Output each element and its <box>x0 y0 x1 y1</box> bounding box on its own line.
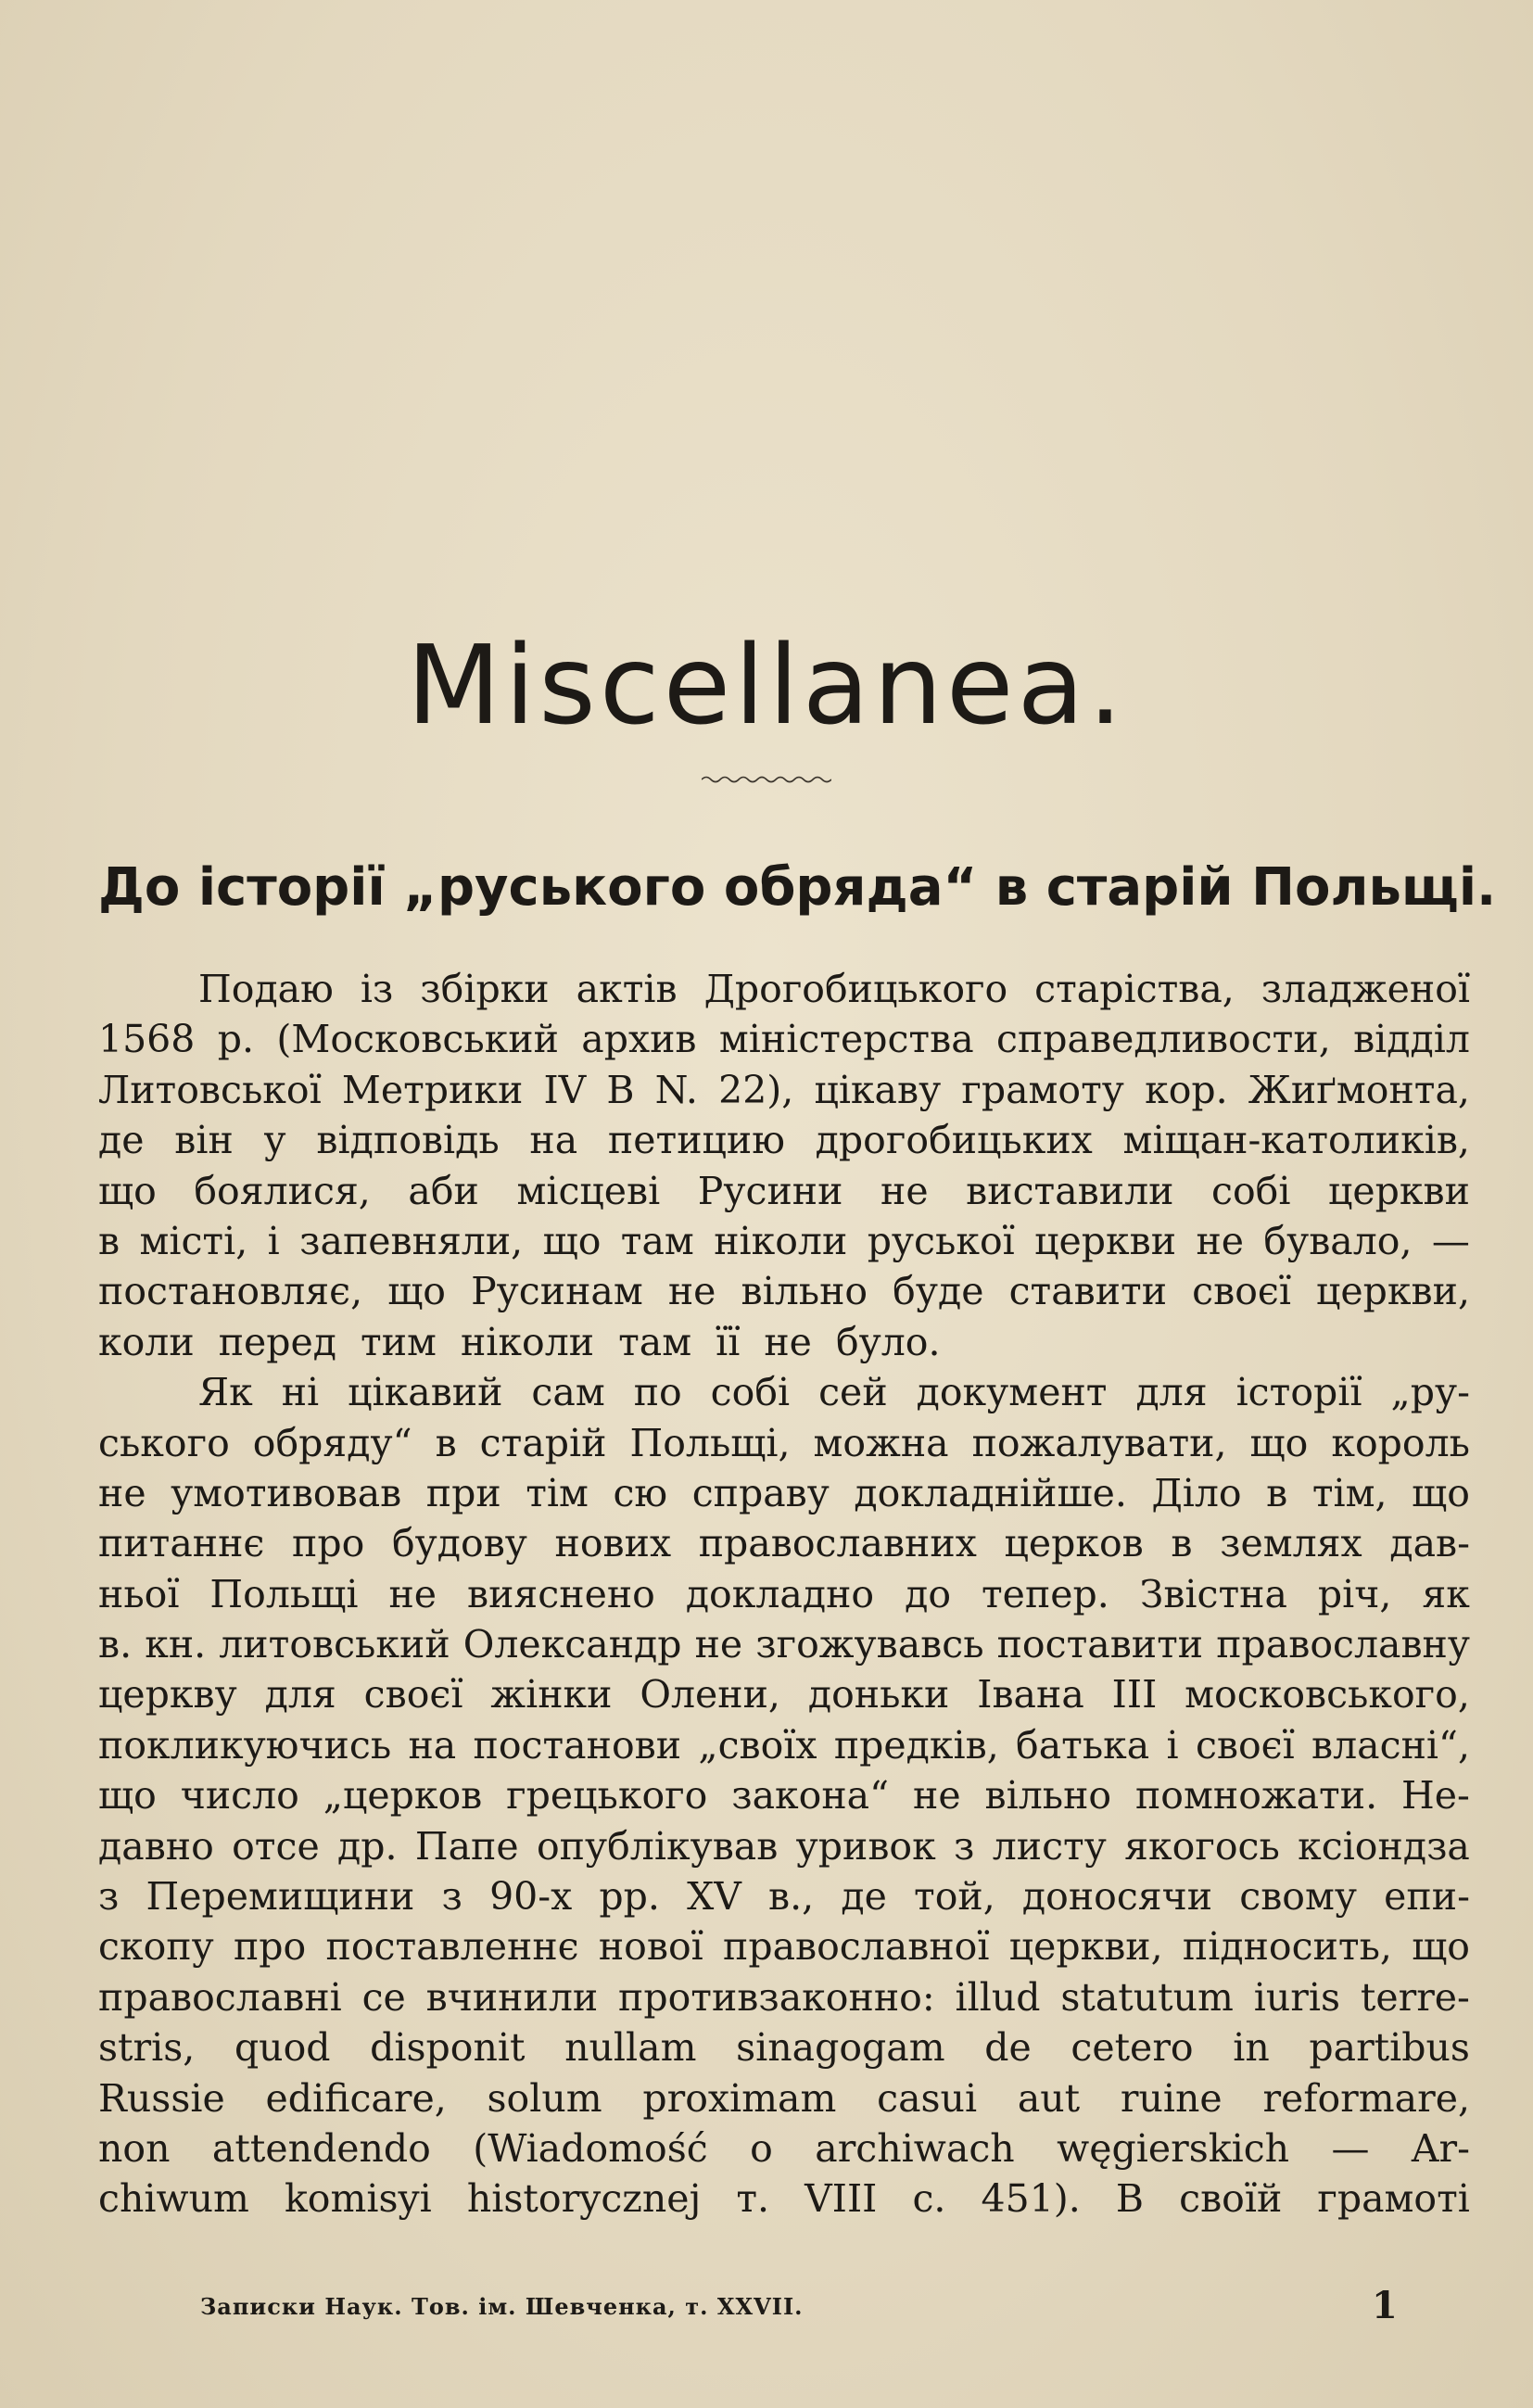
text-word: що <box>542 1218 602 1263</box>
text-word: komisyi <box>284 2176 432 2222</box>
text-word: давно <box>98 1823 214 1869</box>
text-word: своєї <box>1195 1722 1295 1768</box>
text-word: на <box>529 1118 578 1163</box>
page-number: 1 <box>1372 2284 1398 2327</box>
text-word: історії <box>1235 1370 1362 1415</box>
text-word: дрогобицьких <box>815 1118 1093 1163</box>
text-word: Олександр <box>462 1622 682 1667</box>
text-word: грамоту <box>961 1067 1124 1112</box>
text-word: iuris <box>1253 1974 1341 2020</box>
text-line <box>98 1317 1470 1367</box>
text-word: „церков <box>323 1773 483 1819</box>
text-word: с. <box>912 2176 946 2222</box>
text-word: в <box>1266 1470 1288 1515</box>
text-word: помножати. <box>1134 1773 1378 1819</box>
text-word: місті, <box>139 1218 248 1263</box>
text-line <box>98 1418 1470 1468</box>
text-word: поставити <box>996 1622 1204 1667</box>
text-word: VIII <box>805 2176 878 2222</box>
text-word: про <box>233 1924 307 1970</box>
text-word: відділ <box>1353 1017 1470 1062</box>
text-word: скопу <box>98 1924 214 1970</box>
wavy-rule-ornament <box>702 773 831 786</box>
text-word: non <box>98 2125 171 2171</box>
text-line <box>98 964 1470 1014</box>
text-word: тім <box>526 1470 589 1515</box>
text-word: Литовської <box>98 1067 322 1112</box>
text-line <box>98 1518 1470 1568</box>
text-word: жінки <box>490 1672 613 1717</box>
text-word: докладнійше. <box>854 1470 1127 1515</box>
text-word: предків, <box>833 1722 999 1768</box>
text-word: Діло <box>1151 1470 1242 1515</box>
text-word: вияснено <box>467 1571 655 1616</box>
text-word: аби <box>408 1168 479 1213</box>
text-word: церкви <box>1034 1218 1177 1263</box>
text-word: доносячи <box>1021 1874 1213 1920</box>
text-word: що <box>98 1773 157 1819</box>
text-word: тепер. <box>982 1571 1109 1616</box>
text-word: там <box>618 1319 692 1364</box>
text-word: Ar- <box>1411 2125 1470 2171</box>
text-word: тім, <box>1311 1470 1387 1515</box>
text-word: документ <box>916 1370 1108 1415</box>
text-word: не <box>1196 1218 1245 1263</box>
text-line <box>98 1065 1470 1115</box>
text-word: Польщі <box>209 1571 359 1616</box>
text-word: її <box>716 1319 741 1364</box>
text-word: православну <box>1216 1622 1470 1667</box>
text-word: для <box>1135 1370 1208 1415</box>
text-word: до <box>905 1571 952 1616</box>
text-line <box>98 1266 1470 1316</box>
text-line <box>98 1166 1470 1216</box>
text-word: покликуючись <box>98 1722 392 1768</box>
text-word: вчинили <box>425 1974 599 2020</box>
text-word: епи- <box>1384 1874 1470 1920</box>
text-word: старій <box>479 1420 607 1465</box>
page-title: Miscellanea. <box>406 621 1127 749</box>
text-word: підносить, <box>1182 1924 1392 1970</box>
text-word: що <box>1412 1470 1470 1515</box>
text-word: partibus <box>1309 2025 1470 2071</box>
text-word: своєї <box>1192 1269 1291 1314</box>
text-word: церкви, <box>1008 1924 1163 1970</box>
text-word: в. <box>98 1622 133 1667</box>
text-word: можна <box>813 1420 949 1465</box>
text-line <box>98 1972 1470 2022</box>
text-word: не <box>913 1773 961 1819</box>
text-word: цікаву <box>814 1067 942 1112</box>
text-word: землях <box>1220 1521 1362 1566</box>
text-word: перед <box>218 1319 337 1364</box>
text-word: solum <box>487 2075 602 2121</box>
text-word: т. <box>736 2176 770 2222</box>
text-word: Russie <box>98 2075 225 2121</box>
text-word: уривок <box>795 1823 936 1869</box>
text-word: число <box>180 1773 299 1819</box>
text-word: ставити <box>1008 1269 1168 1314</box>
text-word: ньої <box>98 1571 180 1616</box>
text-word: casui <box>877 2075 978 2121</box>
text-word: литовський <box>219 1622 450 1667</box>
text-word: відповідь <box>316 1118 500 1163</box>
text-word: quod <box>234 2025 331 2071</box>
text-word: XV <box>687 1874 741 1920</box>
text-word: reformare, <box>1262 2075 1470 2121</box>
text-word: (Wiadomość <box>473 2125 708 2171</box>
text-word: грецького <box>506 1773 708 1819</box>
text-word: сю <box>613 1470 668 1515</box>
text-word: terre- <box>1360 1974 1470 2020</box>
text-word: вільно <box>741 1269 868 1314</box>
text-word: не <box>764 1319 812 1364</box>
text-word: архив <box>581 1017 697 1062</box>
text-word: disponit <box>370 2025 526 2071</box>
text-word: в <box>1171 1521 1193 1566</box>
text-word: Русинам <box>471 1269 643 1314</box>
text-word: церкву <box>98 1672 237 1717</box>
text-word: кн. <box>145 1622 207 1667</box>
text-word: in <box>1233 2025 1270 2071</box>
text-word: як <box>1422 1571 1470 1616</box>
text-word: Івана <box>977 1672 1084 1717</box>
text-line <box>98 1770 1470 1820</box>
text-line <box>98 2073 1470 2123</box>
text-word: на <box>408 1722 457 1768</box>
text-word: ніколи <box>714 1218 848 1263</box>
text-word: що <box>98 1168 157 1213</box>
text-word: собі <box>710 1370 791 1415</box>
text-word: не <box>388 1571 437 1616</box>
text-word: B <box>606 1067 635 1112</box>
text-word: буде <box>893 1269 984 1314</box>
text-word: собі <box>1211 1168 1291 1213</box>
text-word: грамоті <box>1317 2176 1470 2222</box>
text-word: archiwach <box>815 2125 1015 2171</box>
text-word: attendendo <box>211 2125 431 2171</box>
text-line <box>98 1367 1470 1417</box>
text-word: 1568 <box>98 1017 196 1062</box>
text-word: закона“ <box>731 1773 890 1819</box>
text-word: де <box>841 1874 887 1920</box>
text-word: Жиґмонта, <box>1248 1067 1470 1112</box>
text-word: актів <box>576 967 678 1011</box>
text-line <box>98 1669 1470 1719</box>
text-word: в <box>98 1218 120 1263</box>
text-word: в., <box>768 1874 815 1920</box>
text-word: IV <box>543 1067 587 1112</box>
text-line <box>98 1468 1470 1518</box>
text-word: якогось <box>1124 1823 1280 1869</box>
text-word: православної <box>723 1924 990 1970</box>
text-word: було. <box>835 1319 941 1364</box>
text-word: „своїх <box>698 1722 817 1768</box>
text-word: король <box>1331 1420 1470 1465</box>
text-word: листу <box>992 1823 1107 1869</box>
text-word: Русини <box>697 1168 843 1213</box>
text-word: de <box>984 2025 1032 2071</box>
text-word: з <box>98 1874 120 1920</box>
text-word: Подаю <box>198 967 334 1011</box>
text-word: запевняли, <box>299 1218 524 1263</box>
text-word: старіства, <box>1034 967 1235 1011</box>
text-word: власні“, <box>1311 1722 1470 1768</box>
text-word: не <box>694 1622 743 1667</box>
text-word: цікавий <box>348 1370 503 1415</box>
text-word: се <box>361 1974 406 2020</box>
text-word: московського, <box>1185 1672 1470 1717</box>
text-line <box>98 1871 1470 1921</box>
text-word: Як <box>198 1370 253 1415</box>
text-line <box>98 1921 1470 1971</box>
text-word: противзаконно: <box>618 1974 935 2020</box>
text-word: (Московський <box>276 1017 559 1062</box>
text-word: нових <box>554 1521 672 1566</box>
text-word: 22), <box>718 1067 794 1112</box>
text-word: рр. <box>599 1874 660 1920</box>
text-word: N. <box>654 1067 698 1112</box>
text-line <box>98 2123 1470 2174</box>
text-word: ксіондза <box>1298 1823 1470 1869</box>
text-word: — <box>1431 1218 1470 1263</box>
text-word: Дрогобицького <box>703 967 1008 1011</box>
text-word: stris, <box>98 2025 196 2071</box>
text-word: церкви, <box>1316 1269 1470 1314</box>
text-word: міністерства <box>718 1017 974 1062</box>
text-word: statutum <box>1060 1974 1234 2020</box>
text-word: місцеві <box>516 1168 661 1213</box>
text-word: sinagogam <box>736 2025 945 2071</box>
text-word: там <box>620 1218 694 1263</box>
text-word: постанови <box>473 1722 682 1768</box>
article-body <box>98 964 1470 2224</box>
text-word: при <box>425 1470 501 1515</box>
text-line <box>98 2174 1470 2224</box>
text-word: міщан-католиків, <box>1122 1118 1470 1163</box>
text-word: węgierskich <box>1057 2125 1290 2171</box>
text-word: не <box>881 1168 929 1213</box>
text-word: III <box>1111 1672 1158 1717</box>
text-word: батька <box>1016 1722 1150 1768</box>
text-word: aut <box>1017 2075 1081 2121</box>
article-heading: До історії „руського обряда“ в старій Польщі. <box>98 857 1497 918</box>
text-word: боялися, <box>194 1168 371 1213</box>
text-word: обряду“ <box>252 1420 412 1465</box>
text-word: illud <box>955 1974 1041 2020</box>
text-word: з <box>954 1823 975 1869</box>
text-word: тим <box>361 1319 437 1364</box>
text-line <box>98 1115 1470 1165</box>
text-word: ського <box>98 1420 230 1465</box>
text-word: не <box>667 1269 716 1314</box>
text-word: петицию <box>607 1118 785 1163</box>
text-word: сам <box>531 1370 605 1415</box>
text-line <box>98 2022 1470 2072</box>
text-word: нової <box>598 1924 703 1970</box>
text-word: Папе <box>414 1823 519 1869</box>
text-word: і <box>267 1218 280 1263</box>
text-word: із <box>360 967 394 1011</box>
text-word: cetero <box>1071 2025 1194 2071</box>
text-word: коли <box>98 1319 195 1364</box>
text-word: Перемищини <box>146 1874 415 1920</box>
text-word: ruine <box>1120 2075 1223 2121</box>
text-word: др. <box>337 1823 398 1869</box>
text-word: Метрики <box>341 1067 524 1112</box>
text-word: руської <box>867 1218 1015 1263</box>
text-word: 451). <box>981 2176 1081 2222</box>
text-word: поставленнє <box>325 1924 579 1970</box>
text-word: для <box>264 1672 336 1717</box>
text-word: зладженої <box>1261 967 1470 1011</box>
text-word: умотивовав <box>171 1470 402 1515</box>
text-word: „ру- <box>1390 1370 1470 1415</box>
text-word: опублікував <box>536 1823 779 1869</box>
text-word: справедливости, <box>996 1017 1331 1062</box>
text-word: Польщі, <box>629 1420 791 1465</box>
text-word: питаннє <box>98 1521 265 1566</box>
text-word: по <box>633 1370 682 1415</box>
text-word: церкви <box>1328 1168 1470 1213</box>
text-word: у <box>263 1118 286 1163</box>
text-word: Олени, <box>640 1672 780 1717</box>
text-word: виставили <box>966 1168 1174 1213</box>
text-line <box>98 1619 1470 1669</box>
text-word: з <box>441 1874 462 1920</box>
text-line <box>98 1821 1470 1871</box>
text-word: вільно <box>984 1773 1112 1819</box>
text-word: дав- <box>1389 1521 1470 1566</box>
text-word: В <box>1115 2176 1145 2222</box>
text-word: chiwum <box>98 2176 249 2222</box>
text-word: nullam <box>564 2025 697 2071</box>
text-word: Не- <box>1401 1773 1470 1819</box>
text-word: в <box>435 1420 457 1465</box>
text-word: він <box>174 1118 234 1163</box>
text-word: — <box>1331 2125 1370 2171</box>
text-word: збірки <box>420 967 550 1011</box>
text-word: Звістна <box>1139 1571 1287 1616</box>
text-word: згожувавсь <box>755 1622 984 1667</box>
text-line <box>98 1216 1470 1266</box>
text-word: proximam <box>642 2075 837 2121</box>
text-line <box>98 1720 1470 1770</box>
text-word: доньки <box>807 1672 950 1717</box>
text-word: православних <box>698 1521 977 1566</box>
text-word: постановляє, <box>98 1269 363 1314</box>
text-word: кор. <box>1145 1067 1228 1112</box>
text-word: і <box>1166 1722 1179 1768</box>
text-line <box>98 1014 1470 1064</box>
text-word: ні <box>281 1370 320 1415</box>
text-word: сей <box>818 1370 888 1415</box>
text-word: отсе <box>232 1823 320 1869</box>
text-word: церков <box>1004 1521 1144 1566</box>
text-word: справу <box>691 1470 830 1515</box>
text-word: historycznej <box>466 2176 702 2222</box>
text-word: про <box>292 1521 365 1566</box>
text-word: докладно <box>685 1571 875 1616</box>
text-word: річ, <box>1317 1571 1392 1616</box>
text-word: edificare, <box>265 2075 447 2121</box>
text-word: свому <box>1239 1874 1358 1920</box>
text-word: будову <box>391 1521 527 1566</box>
text-word: своєї <box>363 1672 463 1717</box>
text-word: що <box>1249 1420 1309 1465</box>
text-word: де <box>98 1118 145 1163</box>
text-word: р. <box>217 1017 254 1062</box>
text-word: o <box>750 2125 773 2171</box>
text-word: що <box>1412 1924 1470 1970</box>
text-word: що <box>387 1269 446 1314</box>
text-word: своїй <box>1179 2176 1283 2222</box>
journal-footer: Записки Наук. Тов. ім. Шевченка, т. XXVII. <box>200 2293 804 2320</box>
text-word: бувало, <box>1263 1218 1413 1263</box>
text-word: не <box>98 1470 146 1515</box>
text-word: той, <box>914 1874 995 1920</box>
text-word: 90-х <box>489 1874 573 1920</box>
text-word: пожалувати, <box>971 1420 1227 1465</box>
text-line <box>98 1569 1470 1619</box>
text-word: православні <box>98 1974 342 2020</box>
text-word: ніколи <box>460 1319 595 1364</box>
